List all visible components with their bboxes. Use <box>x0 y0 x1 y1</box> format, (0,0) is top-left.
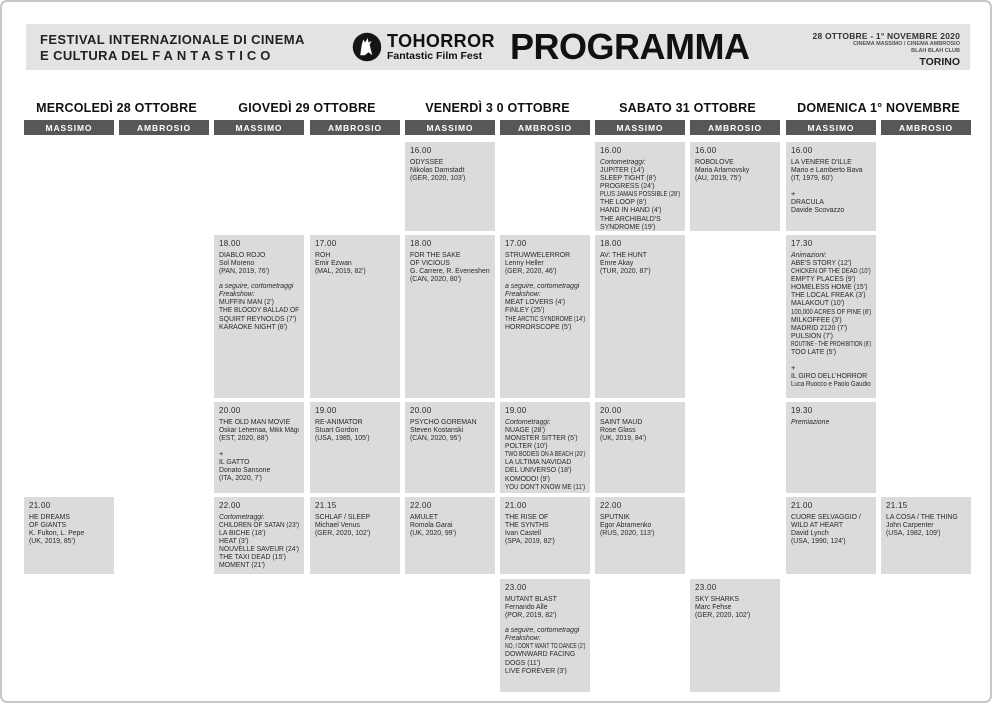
film-title: LA ULTIMA NAVIDAD <box>505 459 572 467</box>
screening-time: 21.15 <box>315 501 337 510</box>
film-title: JUPITER (14') <box>600 167 645 175</box>
film-credit: G. Carrere, R. Eveneshen <box>410 268 490 276</box>
screening-time: 21.00 <box>505 501 527 510</box>
section-label: Premiazione <box>791 419 830 426</box>
day-header: SABATO 31 OTTOBRE <box>619 101 756 115</box>
film-title: SLEEP TIGHT (8') <box>600 175 657 183</box>
screening-block <box>405 142 495 231</box>
film-title: TWO BODIES ON A BEACH (20') <box>505 451 586 459</box>
film-credit: Oskar Lehemaa, Mikk Mägi <box>219 427 299 435</box>
film-title: SQUIRT REYNOLDS (7') <box>219 315 297 323</box>
screening-time: 19.00 <box>505 406 527 415</box>
screening-time: 22.00 <box>219 501 241 510</box>
film-title: THE RISE OF <box>505 514 549 521</box>
screening-block <box>310 402 400 493</box>
tohorror-logo <box>352 32 495 62</box>
film-title: MUTANT BLAST <box>505 596 557 603</box>
screening-time: 17.30 <box>791 239 813 248</box>
film-title: DOWNWARD FACING <box>505 651 576 659</box>
screening-time: 16.00 <box>791 146 813 155</box>
film-credit: (CAN, 2020, 80') <box>410 276 462 284</box>
screening-time: 20.00 <box>600 406 622 415</box>
film-credit: Mario e Lamberto Bava <box>791 167 863 175</box>
screening-block <box>595 235 685 398</box>
screening-block <box>786 235 876 398</box>
festival-title-line1: FESTIVAL INTERNAZIONALE DI CINEMA <box>40 32 305 47</box>
section-label: Freakshow: <box>505 291 541 299</box>
section-label: Cortometraggi: <box>600 159 646 166</box>
film-title: KARAOKE NIGHT (8') <box>219 323 288 331</box>
film-credit: (GER, 2020, 103') <box>410 175 466 183</box>
film-credit: (UK, 2019, 85') <box>29 538 76 546</box>
screening-block <box>500 497 590 574</box>
film-credit: Davide Scovazzo <box>791 207 845 215</box>
screening-block <box>24 497 114 574</box>
film-title: LA COSA / THE THING <box>886 514 958 521</box>
plus-separator: + <box>791 363 796 373</box>
screening-time: 16.00 <box>695 146 717 155</box>
film-title: MILKOFFEE (3') <box>791 316 842 324</box>
screening-block <box>214 402 304 493</box>
screening-block <box>595 497 685 574</box>
event-info <box>813 31 960 68</box>
screening-block <box>881 497 971 574</box>
screening-block <box>405 497 495 574</box>
screening-block <box>786 402 876 493</box>
film-title: PSYCHO GOREMAN <box>410 419 477 426</box>
event-club: BLAH BLAH CLUB <box>911 48 960 55</box>
logo-name: TOHORROR <box>387 31 495 51</box>
event-cinemas: CINEMA MASSIMO / CINEMA AMBROSIO <box>853 41 960 47</box>
logo-subtitle: Fantastic Film Fest <box>387 50 483 62</box>
film-title: DOGS (11') <box>505 659 541 667</box>
event-dates: 28 OTTOBRE - 1° NOVEMBRE 2020 <box>812 31 960 41</box>
screening-block <box>500 402 590 493</box>
film-title: YOU DON'T KNOW ME (11') <box>505 483 586 491</box>
film-title: SAINT MAUD <box>600 419 643 426</box>
screening-block <box>500 579 590 692</box>
screening-block <box>595 142 685 231</box>
screening-block <box>405 235 495 398</box>
screening-time: 17.00 <box>315 239 337 248</box>
film-title: ROH <box>315 252 331 259</box>
day-header: GIOVEDÌ 29 OTTOBRE <box>238 101 376 115</box>
screening-time: 23.00 <box>505 583 527 592</box>
film-title: HOMELESS HOME (15') <box>791 284 868 292</box>
film-title: CUORE SELVAGGIO / <box>791 514 861 521</box>
film-title: SPUTNIK <box>600 514 630 521</box>
film-credit: Romola Garai <box>410 522 453 530</box>
screening-block <box>310 497 400 574</box>
film-title: HAND IN HAND (4') <box>600 207 662 215</box>
film-title: OF GIANTS <box>29 522 67 530</box>
film-title: DRACULA <box>791 199 824 206</box>
tohorror-logo-text <box>387 32 495 62</box>
spacer <box>791 183 871 190</box>
film-title: KOMODO! (9') <box>505 475 550 483</box>
section-label: a seguire, cortometraggi <box>219 283 294 291</box>
film-credit: Lenny Heller <box>505 260 544 268</box>
venue-header-massimo: MASSIMO <box>24 120 114 135</box>
screening-block <box>310 235 400 398</box>
film-title: RE-ANIMATOR <box>315 419 363 426</box>
film-credit: (EST, 2020, 88') <box>219 435 269 443</box>
screening-time: 18.00 <box>219 239 241 248</box>
film-credit: (GER, 2020, 102') <box>315 530 371 538</box>
film-title: THE ARCTIC SYNDROME (14') <box>505 315 586 323</box>
film-credit: Luca Ruocco e Paolo Gaudio <box>791 380 871 388</box>
film-credit: (SPA, 2019, 82') <box>505 538 555 546</box>
film-title: SYNDROME (19') <box>600 223 656 231</box>
film-title: ROBOLOVE <box>695 159 734 166</box>
film-credit: (GER, 2020, 46') <box>505 268 557 276</box>
venue-header-massimo: MASSIMO <box>786 120 876 135</box>
film-credit: Donato Sansone <box>219 467 271 475</box>
header-bar <box>26 24 970 70</box>
film-credit: (USA, 1990, 124') <box>791 538 846 546</box>
screening-block <box>786 497 876 574</box>
screening-block <box>500 235 590 398</box>
screening-time: 18.00 <box>410 239 432 248</box>
film-credit: (USA, 1985, 105') <box>315 435 370 443</box>
film-credit: Fernando Alle <box>505 604 548 612</box>
film-credit: Sol Moreno <box>219 260 255 268</box>
screening-time: 22.00 <box>410 501 432 510</box>
film-credit: Rose Glass <box>600 427 636 435</box>
film-title: SCHLAF / SLEEP <box>315 514 371 521</box>
film-credit: Marc Fehse <box>695 604 732 612</box>
film-credit: Ivan Castell <box>505 530 542 538</box>
screening-block <box>214 497 304 574</box>
film-credit: Nikolas Darnstadt <box>410 167 465 175</box>
film-credit: (RUS, 2020, 113') <box>600 530 655 538</box>
screening-time: 18.00 <box>600 239 622 248</box>
film-title: POLTER (10') <box>505 443 548 451</box>
plus-separator: + <box>791 189 796 199</box>
screening-time: 19.00 <box>315 406 337 415</box>
screening-block <box>690 142 780 231</box>
film-credit: (USA, 1982, 109') <box>886 530 941 538</box>
film-credit: David Lynch <box>791 530 829 538</box>
screening-time: 16.00 <box>600 146 622 155</box>
film-title: THE LOCAL FREAK (3') <box>791 292 866 300</box>
film-credit: (UK, 2019, 84') <box>600 435 647 443</box>
film-credit: (ITA, 2020, 7') <box>219 475 262 483</box>
film-title: MOMENT (21') <box>219 562 265 570</box>
day-header: MERCOLEDÌ 28 OTTOBRE <box>36 101 197 115</box>
film-credit: Emre Akay <box>600 260 634 268</box>
spacer <box>791 357 871 364</box>
film-title: FINLEY (25') <box>505 307 545 315</box>
film-credit: Steven Kostanski <box>410 427 464 435</box>
film-title: CHICKEN OF THE DEAD (10') <box>791 268 871 276</box>
plus-separator: + <box>219 449 224 459</box>
screening-block <box>690 579 780 692</box>
film-credit: (MAL, 2019, 82') <box>315 268 366 276</box>
film-title: THE SYNTHS <box>505 522 549 530</box>
film-title: ODYSSEE <box>410 159 444 166</box>
film-title: 100,000 ACRES OF PINE (8') <box>791 308 872 316</box>
venue-header-ambrosio: AMBROSIO <box>500 120 590 135</box>
film-credit: Stuart Gordon <box>315 427 359 435</box>
film-title: FOR THE SAKE <box>410 252 461 259</box>
film-credit: John Carpenter <box>886 522 934 530</box>
film-title: WILD AT HEART <box>791 522 844 530</box>
film-credit: Maria Arlamovsky <box>695 167 750 175</box>
film-credit: Egor Abramenko <box>600 522 652 530</box>
section-label: Animazioni: <box>791 252 827 259</box>
film-title: MUFFIN MAN (2') <box>219 299 274 307</box>
film-title: DIABLO ROJO <box>219 252 266 259</box>
screening-time: 20.00 <box>219 406 241 415</box>
film-title: LA VENERE D'ILLE <box>791 159 852 166</box>
page-title: PROGRAMMA <box>510 26 750 67</box>
film-credit: (UK, 2020, 99') <box>410 530 457 538</box>
film-title: IL GATTO <box>219 459 250 466</box>
film-title: THE ARCHIBALD'S <box>600 215 661 223</box>
venue-header-ambrosio: AMBROSIO <box>119 120 209 135</box>
film-title: THE TAXI DEAD (15') <box>219 554 286 562</box>
film-title: THE OLD MAN MOVIE <box>219 419 291 426</box>
film-title: IL GIRO DELL'HORROR <box>791 372 868 380</box>
film-title: PROGRESS (24') <box>600 183 655 191</box>
section-label: a seguire, cortometraggi <box>505 627 580 635</box>
screening-time: 21.00 <box>29 501 51 510</box>
film-title: LA BICHE (18') <box>219 530 266 538</box>
film-credit: (AU, 2019, 75') <box>695 175 742 183</box>
spacer <box>505 276 585 283</box>
film-title: HE DREAMS <box>29 514 70 521</box>
film-title: THE BLOODY BALLAD OF <box>219 307 300 315</box>
film-credit: (GER, 2020, 102') <box>695 612 751 620</box>
film-title: STRUWWELERROR <box>505 252 571 259</box>
film-title: LIVE FOREVER (3') <box>505 667 567 675</box>
screening-time: 21.00 <box>791 501 813 510</box>
film-title: EMPTY PLACES (9') <box>791 276 856 284</box>
film-title: NO, I DON'T WANT TO DANCE (2') <box>505 643 586 651</box>
day-header: VENERDÌ 3 0 OTTOBRE <box>425 101 570 115</box>
film-title: DEL UNIVERSO (18') <box>505 467 572 475</box>
film-title: AV: THE HUNT <box>600 252 647 259</box>
film-credit: Emir Ezwan <box>315 260 352 268</box>
film-credit: K. Fulton, L. Pepe <box>29 530 85 538</box>
section-label: Freakshow: <box>505 635 541 643</box>
film-title: HEAT (3') <box>219 538 249 546</box>
venue-header-massimo: MASSIMO <box>405 120 495 135</box>
film-title: MEAT LOVERS (4') <box>505 299 566 307</box>
section-label: a seguire, cortometraggi <box>505 283 580 291</box>
film-credit: (PAN, 2019, 76') <box>219 268 270 276</box>
film-credit: (CAN, 2020, 95') <box>410 435 462 443</box>
film-title: MALAKOUT (10') <box>791 300 845 308</box>
event-city: TORINO <box>919 56 960 69</box>
screening-time: 22.00 <box>600 501 622 510</box>
film-title: MONSTER SITTER (5') <box>505 435 578 443</box>
film-title: NUAGE (28') <box>505 427 545 435</box>
screening-block <box>595 402 685 493</box>
film-title: PULSION (7') <box>791 332 833 340</box>
film-title: TOO LATE (5') <box>791 348 837 356</box>
film-title: OF VICIOUS <box>410 260 450 268</box>
film-title: NOUVELLE SAVEUR (24') <box>219 546 300 554</box>
festival-title-line2: E CULTURA DEL FANTASTICO <box>40 48 275 64</box>
film-title: HORRORSCOPE (5') <box>505 323 572 331</box>
festival-title <box>40 32 305 65</box>
film-title: SKY SHARKS <box>695 596 739 603</box>
venue-header-ambrosio: AMBROSIO <box>310 120 400 135</box>
film-title: ROUTINE - THE PROHIBITION (8') <box>791 340 872 348</box>
film-credit: (TUR, 2020, 87') <box>600 268 651 276</box>
festival-title-fantastico: FANTASTICO <box>152 48 275 64</box>
screening-time: 17.00 <box>505 239 527 248</box>
venue-header-ambrosio: AMBROSIO <box>881 120 971 135</box>
section-label: Cortometraggi: <box>219 514 265 521</box>
venue-header-massimo: MASSIMO <box>595 120 685 135</box>
film-title: PLUS JAMAIS POSSIBLE (28') <box>600 191 681 199</box>
film-title: AMULET <box>410 514 438 521</box>
film-credit: (POR, 2019, 82') <box>505 612 557 620</box>
screening-time: 16.00 <box>410 146 432 155</box>
tohorror-wolf-icon <box>352 32 382 62</box>
film-credit: (IT, 1979, 60') <box>791 175 833 183</box>
spacer <box>219 443 299 450</box>
screening-time: 23.00 <box>695 583 717 592</box>
section-label: Cortometraggi: <box>505 419 551 426</box>
spacer <box>505 620 585 627</box>
screening-block <box>405 402 495 493</box>
screening-time: 21.15 <box>886 501 908 510</box>
venue-header-ambrosio: AMBROSIO <box>690 120 780 135</box>
screening-time: 20.00 <box>410 406 432 415</box>
film-credit: Michael Venus <box>315 522 360 530</box>
film-title: THE LOOP (8') <box>600 199 647 207</box>
section-label: Freakshow: <box>219 291 255 299</box>
day-header: DOMENICA 1° NOVEMBRE <box>797 101 960 115</box>
screening-block <box>214 235 304 398</box>
film-title: MADRID 2120 (7') <box>791 324 848 332</box>
spacer <box>219 276 299 283</box>
film-title: CHILDREN OF SATAN (23') <box>219 522 300 530</box>
screening-block <box>786 142 876 231</box>
screening-time: 19.30 <box>791 406 813 415</box>
film-title: ABE'S STORY (12') <box>791 260 852 268</box>
venue-header-massimo: MASSIMO <box>214 120 304 135</box>
